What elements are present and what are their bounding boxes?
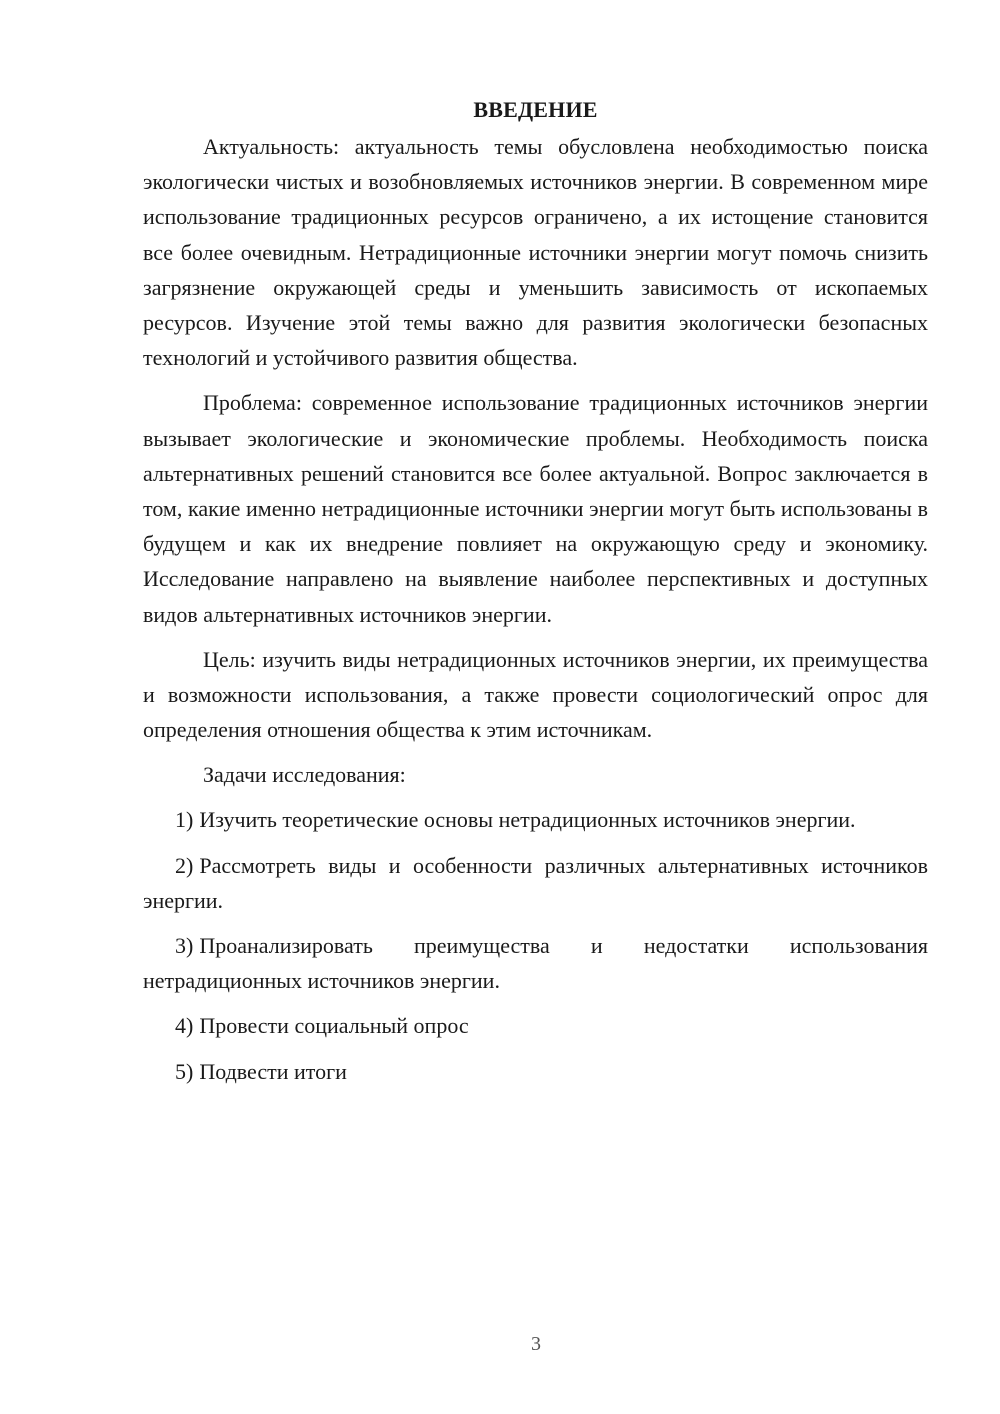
list-item-number: 2) xyxy=(175,852,194,878)
page-content xyxy=(143,92,928,1099)
list-item-text: Рассмотреть виды и особенности различных альтернативных источников энергии. xyxy=(143,852,928,913)
paragraph-problem: Проблема: современное использование традиционных источников энергии вызывает экологические и экономические проблемы. Необходимость поиска альтернативных решений становится все более актуальной. Вопрос заключается в том, какие именно нетрадиционные источники энергии могут быть использованы в будущем и как их внедрение повлияет на окружающую среду и экономику. Исследование направлено на выявление наиболее перспективных и доступных видов альтернативных источников энергии. xyxy=(143,390,928,627)
list-item-number: 4) xyxy=(175,1013,194,1039)
list-item xyxy=(143,1054,928,1089)
section-heading: ВВЕДЕНИЕ xyxy=(473,97,598,122)
list-item-text: Подвести итоги xyxy=(199,1058,347,1084)
list-item xyxy=(143,928,928,998)
list-item xyxy=(143,802,928,837)
list-item-number: 1) xyxy=(175,807,194,833)
paragraph-relevance: Актуальность: актуальность темы обусловлена необходимостью поиска экологически чистых и возобновляемых источников энергии. В современном мире использование традиционных ресурсов ограничено, а их истощение становится все более очевидным. Нетрадиционные источники энергии могут помочь снизить загрязнение окружающей среды и уменьшить зависимость от ископаемых ресурсов. Изучение этой темы важно для развития экологически безопасных технологий и устойчивого развития общества. xyxy=(143,134,928,371)
tasks-heading: Задачи исследования: xyxy=(203,762,406,788)
paragraph-goal: Цель: изучить виды нетрадиционных источников энергии, их преимущества и возможности использования, а также провести социологический опрос для определения отношения общества к этим источникам. xyxy=(143,646,928,743)
list-item-text: Провести социальный опрос xyxy=(199,1013,469,1039)
list-item xyxy=(143,848,928,918)
list-item-text: Проанализировать преимущества и недостатки использования нетрадиционных источников энергии. xyxy=(143,933,928,994)
list-item-number: 5) xyxy=(175,1058,194,1084)
tasks-list xyxy=(143,802,928,1088)
page-number: 3 xyxy=(531,1333,541,1355)
list-item-number: 3) xyxy=(175,933,194,959)
list-item xyxy=(143,1008,928,1043)
list-item-text: Изучить теоретические основы нетрадиционных источников энергии. xyxy=(199,807,856,833)
